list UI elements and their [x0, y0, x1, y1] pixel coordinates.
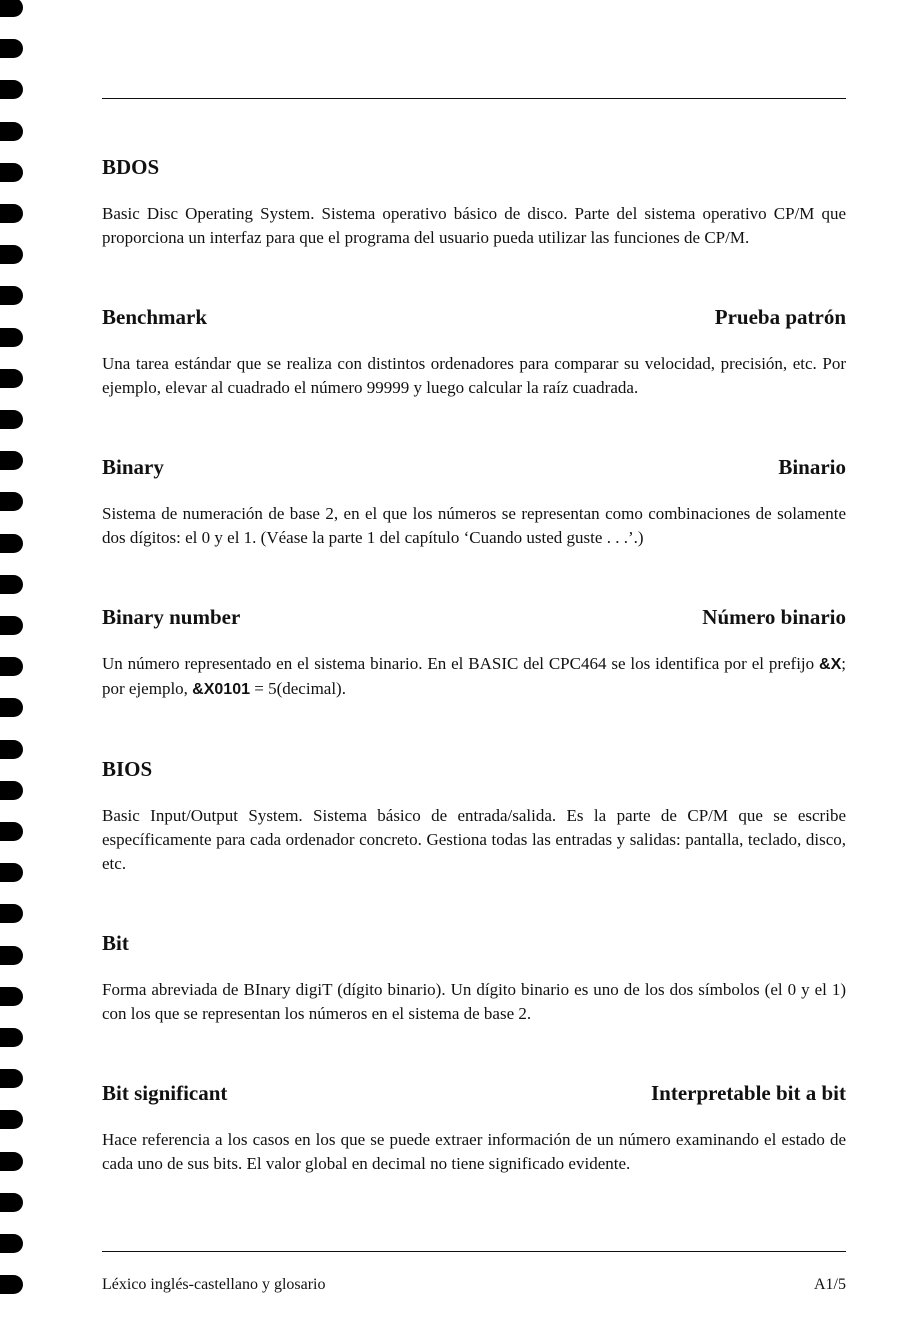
entry-term: Binary number	[102, 605, 241, 629]
code-example: &X0101	[192, 681, 250, 698]
binder-hole	[0, 1069, 23, 1088]
entry-bit-significant	[102, 1076, 846, 1176]
entry-bit	[102, 926, 846, 1026]
entry-definition	[102, 652, 846, 702]
definition-text: Un número representado en el sistema binario. En el BASIC del CPC464 se los identifica por el prefijo	[102, 654, 820, 673]
entry-bdos	[102, 150, 846, 250]
binder-hole	[0, 328, 23, 347]
binder-hole	[0, 1193, 23, 1212]
code-prefix: &X	[819, 656, 842, 673]
binder-hole	[0, 863, 23, 882]
binder-hole	[0, 451, 23, 470]
binder-hole	[0, 1152, 23, 1171]
binder-hole	[0, 0, 23, 17]
binder-hole	[0, 245, 23, 264]
binder-hole	[0, 781, 23, 800]
binder-holes	[0, 0, 24, 1334]
bottom-rule	[102, 1251, 846, 1252]
entry-heading	[102, 300, 846, 334]
entry-bios	[102, 752, 846, 876]
entry-binary	[102, 450, 846, 550]
entry-term: BDOS	[102, 155, 160, 179]
entry-definition: Hace referencia a los casos en los que se puede extraer información de un número examinando el estado de cada uno de sus bits. El valor global en decimal no tiene significado evidente.	[102, 1130, 846, 1173]
binder-hole	[0, 616, 23, 635]
entry-term: BIOS	[102, 757, 153, 781]
binder-hole	[0, 534, 23, 553]
binder-hole	[0, 904, 23, 923]
page-number: A1/5	[814, 1276, 846, 1293]
binder-hole	[0, 657, 23, 676]
binder-hole	[0, 987, 23, 1006]
entry-term: Benchmark	[102, 305, 207, 329]
binder-hole	[0, 122, 23, 141]
entry-term: Bit	[102, 931, 129, 955]
definition-text: ; por ejemplo,	[102, 654, 846, 698]
entry-heading	[102, 450, 846, 484]
footer-title: Léxico inglés-castellano y glosario	[102, 1276, 326, 1293]
entry-heading	[102, 926, 846, 960]
entry-definition: Sistema de numeración de base 2, en el que los números se representan como combinaciones de solamente dos dígitos: el 0 y el 1. (Véase la parte 1 del capítulo ‘Cuando usted guste . . .’.)	[102, 504, 846, 547]
entry-definition: Forma abreviada de BInary digiT (dígito binario). Un dígito binario es uno de los dos símbolos (el 0 y el 1) con los que se representan los números en el sistema de base 2.	[102, 980, 846, 1023]
binder-hole	[0, 946, 23, 965]
entry-translation: Número binario	[702, 605, 846, 629]
entry-definition: Una tarea estándar que se realiza con distintos ordenadores para comparar su velocidad, precisión, etc. Por ejemplo, elevar al cuadrado el número 99999 y luego calcular la raíz cuadrada.	[102, 354, 846, 397]
binder-hole	[0, 286, 23, 305]
binder-hole	[0, 740, 23, 759]
binder-hole	[0, 822, 23, 841]
glossary-content	[102, 150, 846, 1176]
binder-hole	[0, 492, 23, 511]
binder-hole	[0, 369, 23, 388]
binder-hole	[0, 1028, 23, 1047]
binder-hole	[0, 1234, 23, 1253]
entry-benchmark	[102, 300, 846, 400]
definition-text: = 5(decimal).	[250, 679, 346, 698]
entry-heading	[102, 1076, 846, 1110]
entry-binary-number	[102, 600, 846, 702]
binder-hole	[0, 410, 23, 429]
entry-translation: Prueba patrón	[714, 305, 846, 329]
binder-hole	[0, 163, 23, 182]
top-rule	[102, 98, 846, 99]
page-footer	[102, 1276, 846, 1294]
entry-term: Bit significant	[102, 1081, 228, 1105]
binder-hole	[0, 1275, 23, 1294]
entry-term: Binary	[102, 455, 164, 479]
binder-hole	[0, 1110, 23, 1129]
entry-heading	[102, 150, 846, 184]
binder-hole	[0, 575, 23, 594]
entry-definition: Basic Input/Output System. Sistema básico de entrada/salida. Es la parte de CP/M que se escribe específicamente para cada ordenador concreto. Gestiona todas las entradas y salidas: pantalla, teclado, disco, etc.	[102, 806, 846, 873]
entry-translation: Interpretable bit a bit	[650, 1081, 846, 1105]
binder-hole	[0, 80, 23, 99]
entry-definition: Basic Disc Operating System. Sistema operativo básico de disco. Parte del sistema operativo CP/M que proporciona un interfaz para que el programa del usuario pueda utilizar las funciones de CP/M.	[102, 204, 846, 247]
binder-hole	[0, 39, 23, 58]
binder-hole	[0, 698, 23, 717]
entry-translation: Binario	[778, 455, 846, 479]
entry-heading	[102, 600, 846, 634]
binder-hole	[0, 204, 23, 223]
entry-heading	[102, 752, 846, 786]
